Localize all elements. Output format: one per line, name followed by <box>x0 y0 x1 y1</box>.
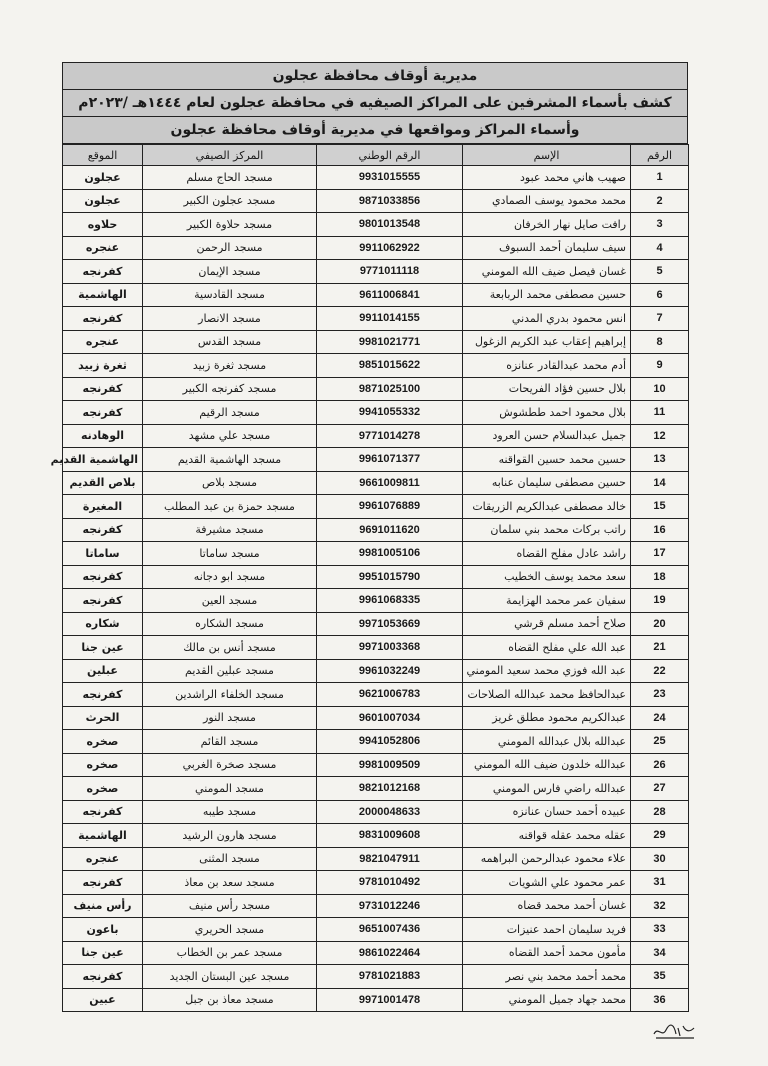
cell-name: عبيده أحمد حسان عنانزه <box>463 800 631 824</box>
cell-national-id: 9961068335 <box>317 589 463 613</box>
cell-location: الهاشمية <box>63 824 143 848</box>
cell-location: ساماتا <box>63 542 143 566</box>
cell-num: 31 <box>631 871 689 895</box>
table-row <box>63 941 689 965</box>
cell-national-id: 9801013548 <box>317 213 463 237</box>
signature-mark <box>650 1020 700 1042</box>
table-row <box>63 683 689 707</box>
table-row <box>63 847 689 871</box>
table-row <box>63 730 689 754</box>
cell-center: مسجد أنس بن مالك <box>143 636 317 660</box>
table-row <box>63 753 689 777</box>
cell-name: عقله محمد عقله قواقنه <box>463 824 631 848</box>
cell-center: مسجد الشكاره <box>143 612 317 636</box>
cell-center: مسجد المومني <box>143 777 317 801</box>
list-title: كشف بأسماء المشرفين على المراكز الصيفيه في محافظة عجلون لعام ١٤٤٤هـ /٢٠٢٣م <box>62 89 688 116</box>
document-sheet <box>50 62 688 1012</box>
cell-national-id: 9771014278 <box>317 424 463 448</box>
cell-location: كفرنجه <box>63 871 143 895</box>
cell-center: مسجد الحريري <box>143 918 317 942</box>
cell-num: 12 <box>631 424 689 448</box>
cell-national-id: 9691011620 <box>317 518 463 542</box>
cell-num: 15 <box>631 495 689 519</box>
cell-center: مسجد النور <box>143 706 317 730</box>
cell-location: كفرنجه <box>63 307 143 331</box>
cell-location: المغيرة <box>63 495 143 519</box>
supervisors-table <box>50 144 689 1012</box>
cell-national-id: 9731012246 <box>317 894 463 918</box>
table-row <box>63 612 689 636</box>
cell-national-id: 9821012168 <box>317 777 463 801</box>
cell-center: مسجد معاذ بن جبل <box>143 988 317 1012</box>
cell-national-id: 9911014155 <box>317 307 463 331</box>
cell-center: مسجد القادسية <box>143 283 317 307</box>
cell-num: 3 <box>631 213 689 237</box>
cell-location: كفرنجه <box>63 260 143 284</box>
cell-location: عبلين <box>63 659 143 683</box>
table-row <box>63 988 689 1012</box>
cell-location: ثغرة زبيد <box>63 354 143 378</box>
cell-location: شكاره <box>63 612 143 636</box>
cell-name: عبدالله بلال عبدالله المومني <box>463 730 631 754</box>
cell-num: 6 <box>631 283 689 307</box>
cell-location: صخره <box>63 730 143 754</box>
cell-national-id: 9971001478 <box>317 988 463 1012</box>
cell-name: حسين محمد حسين القواقنه <box>463 448 631 472</box>
cell-num: 29 <box>631 824 689 848</box>
cell-num: 33 <box>631 918 689 942</box>
cell-center: مسجد صخرة الغربي <box>143 753 317 777</box>
table-row <box>63 589 689 613</box>
cell-center: مسجد العين <box>143 589 317 613</box>
table-row <box>63 424 689 448</box>
table-row <box>63 189 689 213</box>
cell-num: 9 <box>631 354 689 378</box>
cell-location: كفرنجه <box>63 589 143 613</box>
cell-num: 11 <box>631 401 689 425</box>
cell-center: مسجد القائم <box>143 730 317 754</box>
cell-center: مسجد الرقيم <box>143 401 317 425</box>
cell-center: مسجد الهاشمية القديم <box>143 448 317 472</box>
cell-name: سيف سليمان أحمد السبوف <box>463 236 631 260</box>
table-row <box>63 213 689 237</box>
cell-location: عجلون <box>63 189 143 213</box>
table-row <box>63 471 689 495</box>
cell-name: محمد أحمد محمد بني نصر <box>463 965 631 989</box>
cell-num: 18 <box>631 565 689 589</box>
cell-name: عبد الله فوزي محمد سعيد المومني <box>463 659 631 683</box>
cell-national-id: 9871025100 <box>317 377 463 401</box>
cell-location: بلاص القديم <box>63 471 143 495</box>
cell-national-id: 9981009509 <box>317 753 463 777</box>
cell-name: مأمون محمد أحمد القضاه <box>463 941 631 965</box>
cell-national-id: 9931015555 <box>317 166 463 190</box>
cell-location: باعون <box>63 918 143 942</box>
cell-national-id: 9951015790 <box>317 565 463 589</box>
cell-location: عنجره <box>63 847 143 871</box>
cell-national-id: 9911062922 <box>317 236 463 260</box>
directorate-title: مديرية أوقاف محافظة عجلون <box>62 62 688 89</box>
column-header-name: الإسم <box>463 145 631 166</box>
cell-center: مسجد مشيرفة <box>143 518 317 542</box>
cell-name: جميل عبدالسلام حسن العرود <box>463 424 631 448</box>
table-row <box>63 706 689 730</box>
cell-national-id: 9661009811 <box>317 471 463 495</box>
table-row <box>63 260 689 284</box>
cell-center: مسجد ثغرة زبيد <box>143 354 317 378</box>
table-row <box>63 918 689 942</box>
cell-center: مسجد عين البستان الجديد <box>143 965 317 989</box>
cell-center: مسجد سعد بن معاذ <box>143 871 317 895</box>
cell-national-id: 9781021883 <box>317 965 463 989</box>
cell-center: مسجد ابو دجانه <box>143 565 317 589</box>
cell-location: كفرنجه <box>63 377 143 401</box>
cell-name: صلاح أحمد مسلم قرشي <box>463 612 631 636</box>
cell-center: مسجد المثنى <box>143 847 317 871</box>
cell-national-id: 9831009608 <box>317 824 463 848</box>
cell-name: محمد جهاد جميل المومني <box>463 988 631 1012</box>
table-row <box>63 800 689 824</box>
table-row <box>63 542 689 566</box>
cell-national-id: 9961076889 <box>317 495 463 519</box>
cell-name: عبدالحافظ محمد عبدالله الصلاحات <box>463 683 631 707</box>
cell-center: مسجد القدس <box>143 330 317 354</box>
cell-center: مسجد حمزة بن عبد المطلب <box>143 495 317 519</box>
cell-location: كفرنجه <box>63 565 143 589</box>
table-row <box>63 565 689 589</box>
cell-num: 14 <box>631 471 689 495</box>
cell-national-id: 9971053669 <box>317 612 463 636</box>
cell-name: خالد مصطفى عبدالكريم الزريقات <box>463 495 631 519</box>
cell-num: 4 <box>631 236 689 260</box>
cell-national-id: 9961032249 <box>317 659 463 683</box>
cell-num: 35 <box>631 965 689 989</box>
table-row <box>63 495 689 519</box>
cell-location: كفرنجه <box>63 800 143 824</box>
table-row <box>63 330 689 354</box>
cell-name: سعد محمد يوسف الخطيب <box>463 565 631 589</box>
cell-num: 13 <box>631 448 689 472</box>
cell-num: 30 <box>631 847 689 871</box>
cell-name: إبراهيم إعقاب عبد الكريم الزغول <box>463 330 631 354</box>
cell-name: عبدالله راضي فارس المومني <box>463 777 631 801</box>
cell-num: 5 <box>631 260 689 284</box>
cell-center: مسجد علي مشهد <box>143 424 317 448</box>
cell-num: 34 <box>631 941 689 965</box>
cell-num: 24 <box>631 706 689 730</box>
cell-center: مسجد الانصار <box>143 307 317 331</box>
cell-national-id: 9961071377 <box>317 448 463 472</box>
cell-num: 22 <box>631 659 689 683</box>
cell-center: مسجد ساماتا <box>143 542 317 566</box>
cell-center: مسجد طيبه <box>143 800 317 824</box>
cell-location: الهاشمية القديم <box>63 448 143 472</box>
cell-national-id: 9611006841 <box>317 283 463 307</box>
cell-location: رأس منيف <box>63 894 143 918</box>
column-header-num: الرقم <box>631 145 689 166</box>
cell-location: صخره <box>63 777 143 801</box>
cell-num: 28 <box>631 800 689 824</box>
cell-num: 20 <box>631 612 689 636</box>
cell-location: الحرث <box>63 706 143 730</box>
cell-center: مسجد الإيمان <box>143 260 317 284</box>
cell-center: مسجد الحاج مسلم <box>143 166 317 190</box>
table-row <box>63 283 689 307</box>
cell-name: غسان أحمد محمد قضاه <box>463 894 631 918</box>
cell-name: محمد محمود يوسف الصمادي <box>463 189 631 213</box>
cell-location: عين جنا <box>63 636 143 660</box>
cell-name: بلال محمود احمد ططشوش <box>463 401 631 425</box>
cell-num: 17 <box>631 542 689 566</box>
cell-name: علاء محمود عبدالرحمن البراهمه <box>463 847 631 871</box>
table-row <box>63 236 689 260</box>
cell-national-id: 9981021771 <box>317 330 463 354</box>
cell-center: مسجد عبلين القديم <box>143 659 317 683</box>
cell-national-id: 9621006783 <box>317 683 463 707</box>
cell-location: الهاشمية <box>63 283 143 307</box>
cell-num: 23 <box>631 683 689 707</box>
table-row <box>63 354 689 378</box>
cell-num: 1 <box>631 166 689 190</box>
table-row <box>63 166 689 190</box>
cell-national-id: 9651007436 <box>317 918 463 942</box>
cell-num: 32 <box>631 894 689 918</box>
cell-national-id: 2000048633 <box>317 800 463 824</box>
cell-location: الوهادنه <box>63 424 143 448</box>
table-row <box>63 636 689 660</box>
cell-num: 19 <box>631 589 689 613</box>
cell-name: سفيان عمر محمد الهزايمة <box>463 589 631 613</box>
cell-num: 7 <box>631 307 689 331</box>
cell-national-id: 9981005106 <box>317 542 463 566</box>
cell-center: مسجد عمر بن الخطاب <box>143 941 317 965</box>
table-row <box>63 401 689 425</box>
cell-name: صهيب هاني محمد عبود <box>463 166 631 190</box>
cell-name: راتب بركات محمد بني سلمان <box>463 518 631 542</box>
cell-national-id: 9871033856 <box>317 189 463 213</box>
cell-num: 27 <box>631 777 689 801</box>
cell-name: فريد سليمان احمد عنيزات <box>463 918 631 942</box>
cell-num: 2 <box>631 189 689 213</box>
table-body <box>50 166 689 1012</box>
cell-num: 25 <box>631 730 689 754</box>
cell-num: 21 <box>631 636 689 660</box>
cell-name: بلال حسين فؤاد الفريحات <box>463 377 631 401</box>
cell-name: عبدالكريم محمود مطلق غريز <box>463 706 631 730</box>
cell-name: حسين مصطفى محمد الربابعة <box>463 283 631 307</box>
cell-national-id: 9971003368 <box>317 636 463 660</box>
cell-center: مسجد الخلفاء الراشدين <box>143 683 317 707</box>
cell-name: عبدالله خلدون ضيف الله المومني <box>463 753 631 777</box>
cell-location: كفرنجه <box>63 683 143 707</box>
table-header-row <box>63 145 689 166</box>
table-row <box>63 777 689 801</box>
cell-num: 26 <box>631 753 689 777</box>
cell-center: مسجد هارون الرشيد <box>143 824 317 848</box>
table-row <box>63 448 689 472</box>
cell-location: كفرنجه <box>63 518 143 542</box>
cell-name: رافت صايل نهار الخرفان <box>463 213 631 237</box>
table-row <box>63 824 689 848</box>
table-row <box>63 307 689 331</box>
cell-name: حسين مصطفى سليمان عنابه <box>463 471 631 495</box>
column-header-center: المركز الصيفي <box>143 145 317 166</box>
cell-name: عمر محمود علي الشويات <box>463 871 631 895</box>
column-header-national-id: الرقم الوطني <box>317 145 463 166</box>
cell-num: 36 <box>631 988 689 1012</box>
cell-name: انس محمود بدري المدني <box>463 307 631 331</box>
table-row <box>63 965 689 989</box>
table-row <box>63 377 689 401</box>
cell-location: عنجره <box>63 236 143 260</box>
cell-center: مسجد رأس منيف <box>143 894 317 918</box>
cell-num: 8 <box>631 330 689 354</box>
cell-national-id: 9771011118 <box>317 260 463 284</box>
cell-center: مسجد حلاوة الكبير <box>143 213 317 237</box>
cell-national-id: 9821047911 <box>317 847 463 871</box>
cell-name: أدم محمد عبدالقادر عنانزه <box>463 354 631 378</box>
table-row <box>63 871 689 895</box>
cell-name: عبد الله علي مفلح القضاه <box>463 636 631 660</box>
cell-location: عبين <box>63 988 143 1012</box>
cell-num: 10 <box>631 377 689 401</box>
table-row <box>63 518 689 542</box>
cell-name: راشد عادل مفلح القضاه <box>463 542 631 566</box>
table-row <box>63 894 689 918</box>
cell-location: كفرنجه <box>63 401 143 425</box>
column-header-location: الموقع <box>63 145 143 166</box>
cell-location: كفرنجه <box>63 965 143 989</box>
cell-national-id: 9781010492 <box>317 871 463 895</box>
cell-national-id: 9601007034 <box>317 706 463 730</box>
cell-national-id: 9851015622 <box>317 354 463 378</box>
cell-center: مسجد كفرنجه الكبير <box>143 377 317 401</box>
cell-name: غسان فيصل ضيف الله المومني <box>463 260 631 284</box>
list-subtitle: وأسماء المراكز ومواقعها في مديرية أوقاف محافظة عجلون <box>62 116 688 144</box>
cell-center: مسجد بلاص <box>143 471 317 495</box>
cell-num: 16 <box>631 518 689 542</box>
cell-location: صخره <box>63 753 143 777</box>
cell-location: عجلون <box>63 166 143 190</box>
cell-center: مسجد الرحمن <box>143 236 317 260</box>
table-row <box>63 659 689 683</box>
cell-center: مسجد عجلون الكبير <box>143 189 317 213</box>
cell-national-id: 9941052806 <box>317 730 463 754</box>
cell-location: حلاوه <box>63 213 143 237</box>
cell-national-id: 9861022464 <box>317 941 463 965</box>
cell-location: عين جنا <box>63 941 143 965</box>
cell-national-id: 9941055332 <box>317 401 463 425</box>
cell-location: عنجره <box>63 330 143 354</box>
